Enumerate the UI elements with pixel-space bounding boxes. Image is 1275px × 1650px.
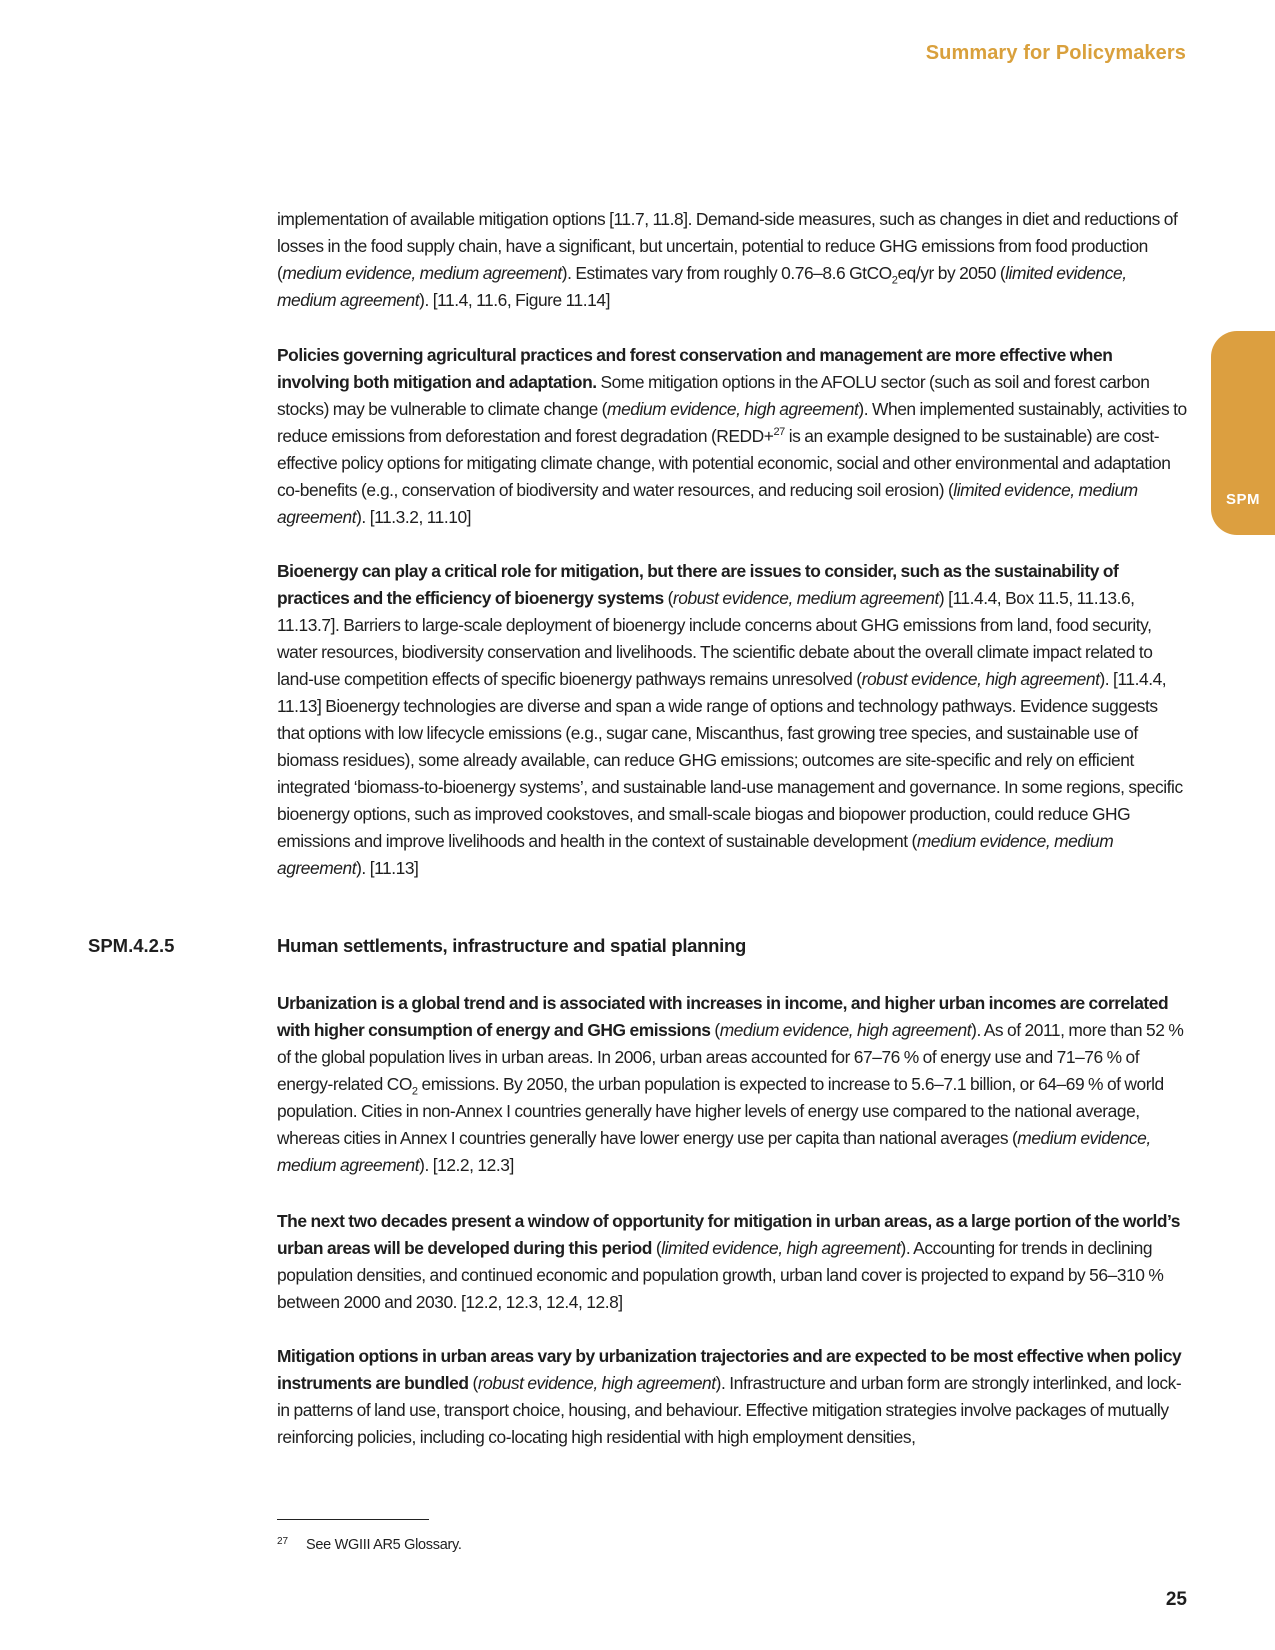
paragraph-urban-mitigation-options: Mitigation options in urban areas vary by urbanization trajectories and are expected to be most effective when policy instruments are bundled (robust evidence, high agreement). Infrastructure and urban form are strongly interlinked, and lock-in patterns of land use, transport choice, housing, and behaviour. Effective mitigation strategies involve packages of mutually reinforcing policies, including co-locating high residential with high employment densities, [277,1346,1182,1447]
spm-tab-label: SPM [1225,491,1260,508]
footnote-divider [277,1519,429,1520]
paragraph-agriculture-policies: Policies governing agricultural practices and forest conservation and management are more effective when involving both mitigation and adaptation. Some mitigation options in the AFOLU sector (such as soil and forest carbon stocks) may be vulnerable to climate change (medium evidence, high agreement). When implemented sustainably, activities to reduce emissions from deforestation and forest degradation (REDD+$^{27}$ is an example designed to be sustainable) are cost-effective policy options for mitigating climate change, with potential economic, social and other environmental and adaptation co-benefits (e.g., conservation of biodiversity and water resources, and reducing soil erosion) (limited evidence, medium agreement). [11.3.2, 11.10] [277,345,1187,527]
spm-section-tab[interactable] [1211,331,1275,535]
section-title: Human settlements, infrastructure and spatial planning [277,935,747,956]
section-number: SPM.4.2.5 [88,935,175,956]
paragraph-window-of-opportunity: The next two decades present a window of opportunity for mitigation in urban areas, as a large portion of the world’s urban areas will be developed during this period (limited evidence, high agreement). Accounting for trends in declining population densities, and continued economic and population growth, urban land cover is projected to expand by 56–310 % between 2000 and 2030. [12.2, 12.3, 12.4, 12.8] [277,1211,1180,1312]
footnote-number: 27 [277,1536,289,1547]
paragraph-urbanization: Urbanization is a global trend and is associated with increases in income, and higher urban incomes are correlated with higher consumption of energy and GHG emissions (medium evidence, high agreement). As of 2011, more than 52 % of the global population lives in urban areas. In 2006, urban areas accounted for 67–76 % of energy use and 71–76 % of energy-related $CO_2$ emissions. By 2050, the urban population is expected to increase to 5.6–7.1 billion, or 64–69 % of world population. Cities in non-Annex I countries generally have higher levels of energy use compared to the national average, whereas cities in Annex I countries generally have lower energy use per capita than national averages (medium evidence, medium agreement). [12.2, 12.3] [277,993,1184,1175]
paragraph-bioenergy: Bioenergy can play a critical role for mitigation, but there are issues to consider, such as the sustainability of practices and the efficiency of bioenergy systems (robust evidence, medium agreement) [11.4.4, Box 11.5, 11.13.6, 11.13.7]. Barriers to large-scale deployment of bioenergy include concerns about GHG emissions from land, food security, water resources, biodiversity conservation and livelihoods. The scientific debate about the overall climate impact related to land-use competition effects of specific bioenergy pathways remains unresolved (robust evidence, high agreement). [11.4.4, 11.13] Bioenergy technologies are diverse and span a wide range of options and technology pathways. Evidence suggests that options with low lifecycle emissions (e.g., sugar cane, Miscanthus, fast growing tree species, and sustainable use of biomass residues), some already available, can reduce GHG emissions; outcomes are site-specific and rely on efficient integrated ‘biomass-to-bioenergy systems’, and sustainable land-use management and governance. In some regions, specific bioenergy options, such as improved cookstoves, and small-scale biogas and biopower production, could reduce GHG emissions and improve livelihoods and health in the context of sustainable development (medium evidence, medium agreement). [11.13] [277,561,1183,878]
footnote-text: See WGIII AR5 Glossary. [306,1537,462,1553]
footnote-ref-27[interactable]: 27 [773,426,785,439]
running-header: Summary for Policymakers [925,42,1186,64]
paragraph-food-demand: implementation of available mitigation options [11.7, 11.8]. Demand-side measures, such as changes in diet and reductions of losses in the food supply chain, have a significant, but uncertain, potential to reduce GHG emissions from food production (medium evidence, medium agreement). Estimates vary from roughly 0.76–8.6 GtCO$_2$eq/yr by 2050 (limited evidence, medium agreement). [11.4, 11.6, Figure 11.14] [277,209,1178,310]
page-number: 25 [1165,1589,1187,1610]
